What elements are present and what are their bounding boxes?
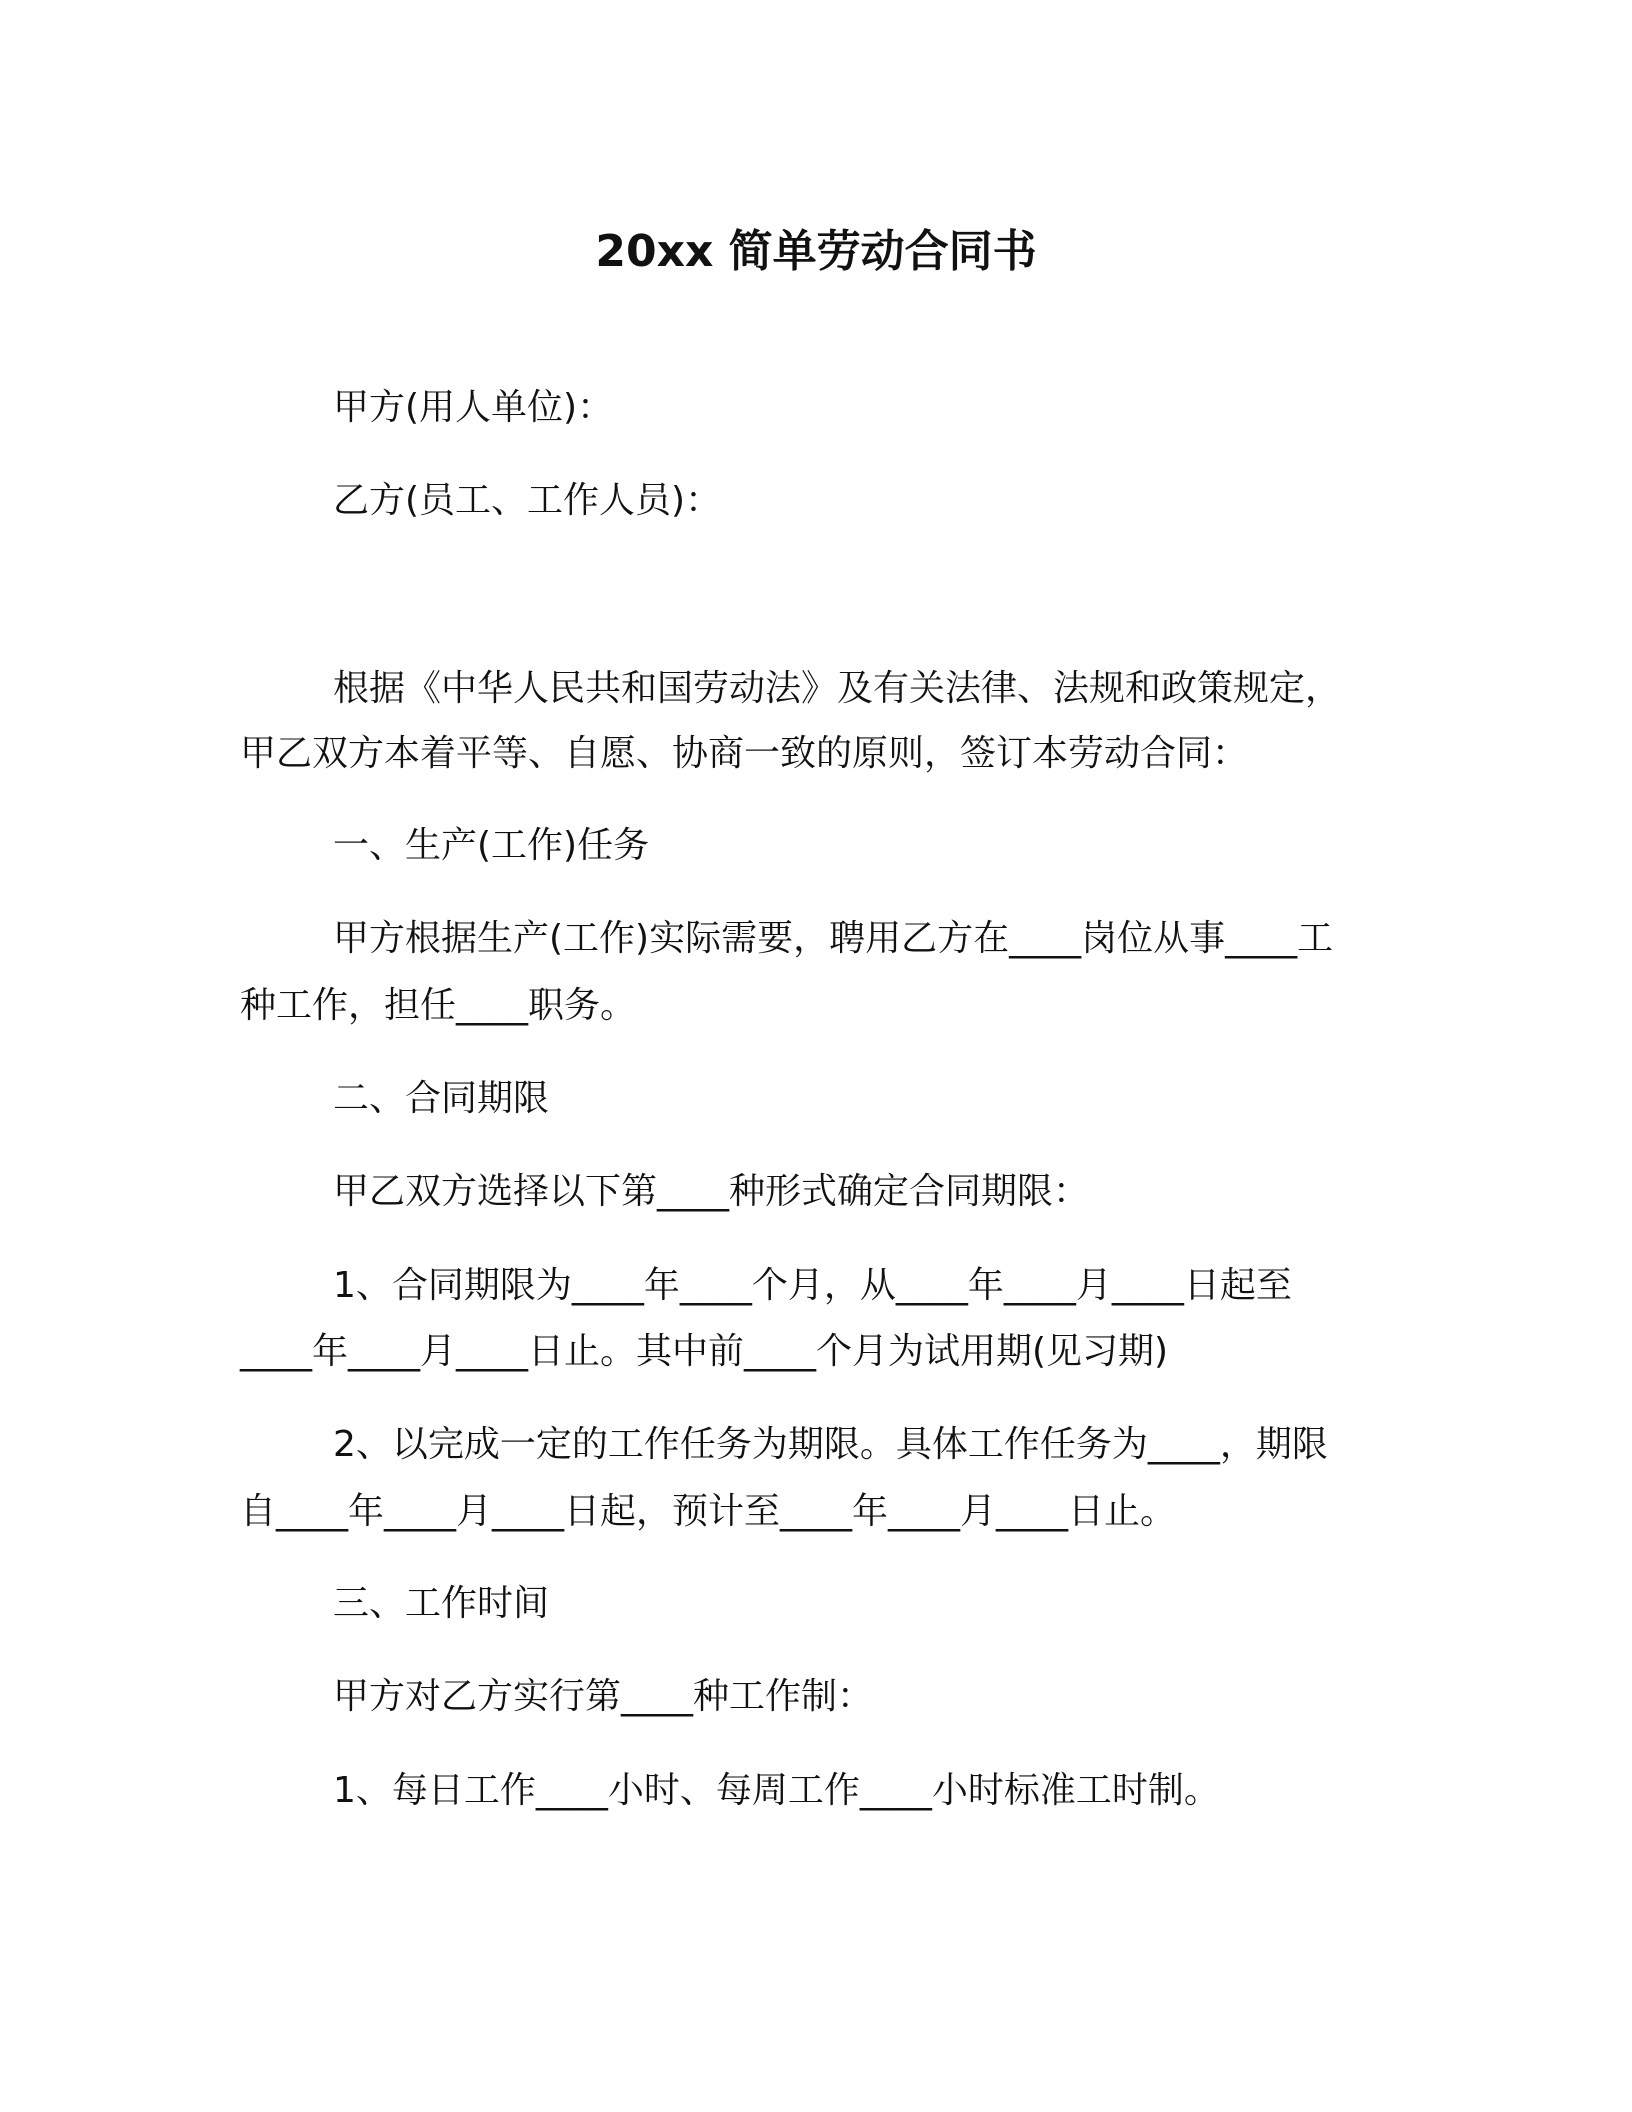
section-2-item-2-line-1: 2、以完成一定的工作任务为期限。具体工作任务为____，期限 <box>333 1424 1328 1465</box>
section-2-heading: 二、合同期限 <box>333 1078 550 1119</box>
section-1-text-line-2: 种工作，担任____职务。 <box>240 985 637 1026</box>
section-2-intro: 甲乙双方选择以下第____种形式确定合同期限： <box>333 1171 1090 1212</box>
document-title: 20xx 简单劳动合同书 <box>595 226 1037 277</box>
section-1-heading: 一、生产(工作)任务 <box>333 825 650 866</box>
section-2-item-1-line-1: 1、合同期限为____年____个月，从____年____月____日起至 <box>333 1265 1292 1306</box>
section-2-item-1-line-2: ____年____月____日止。其中前____个月为试用期(见习期) <box>240 1331 1169 1372</box>
party-b-line: 乙方(员工、工作人员)： <box>333 480 722 521</box>
section-3-heading: 三、工作时间 <box>333 1583 550 1624</box>
section-3-item-1: 1、每日工作____小时、每周工作____小时标准工时制。 <box>333 1770 1220 1811</box>
preamble-line-2: 甲乙双方本着平等、自愿、协商一致的原则，签订本劳动合同： <box>240 733 1249 774</box>
section-2-item-2-line-2: 自____年____月____日起，预计至____年____月____日止。 <box>240 1491 1177 1532</box>
party-a-line: 甲方(用人单位)： <box>333 387 614 428</box>
section-3-intro: 甲方对乙方实行第____种工作制： <box>333 1676 874 1717</box>
preamble-line-1: 根据《中华人民共和国劳动法》及有关法律、法规和政策规定， <box>333 668 1342 709</box>
section-1-text-line-1: 甲方根据生产(工作)实际需要，聘用乙方在____岗位从事____工 <box>333 918 1334 959</box>
